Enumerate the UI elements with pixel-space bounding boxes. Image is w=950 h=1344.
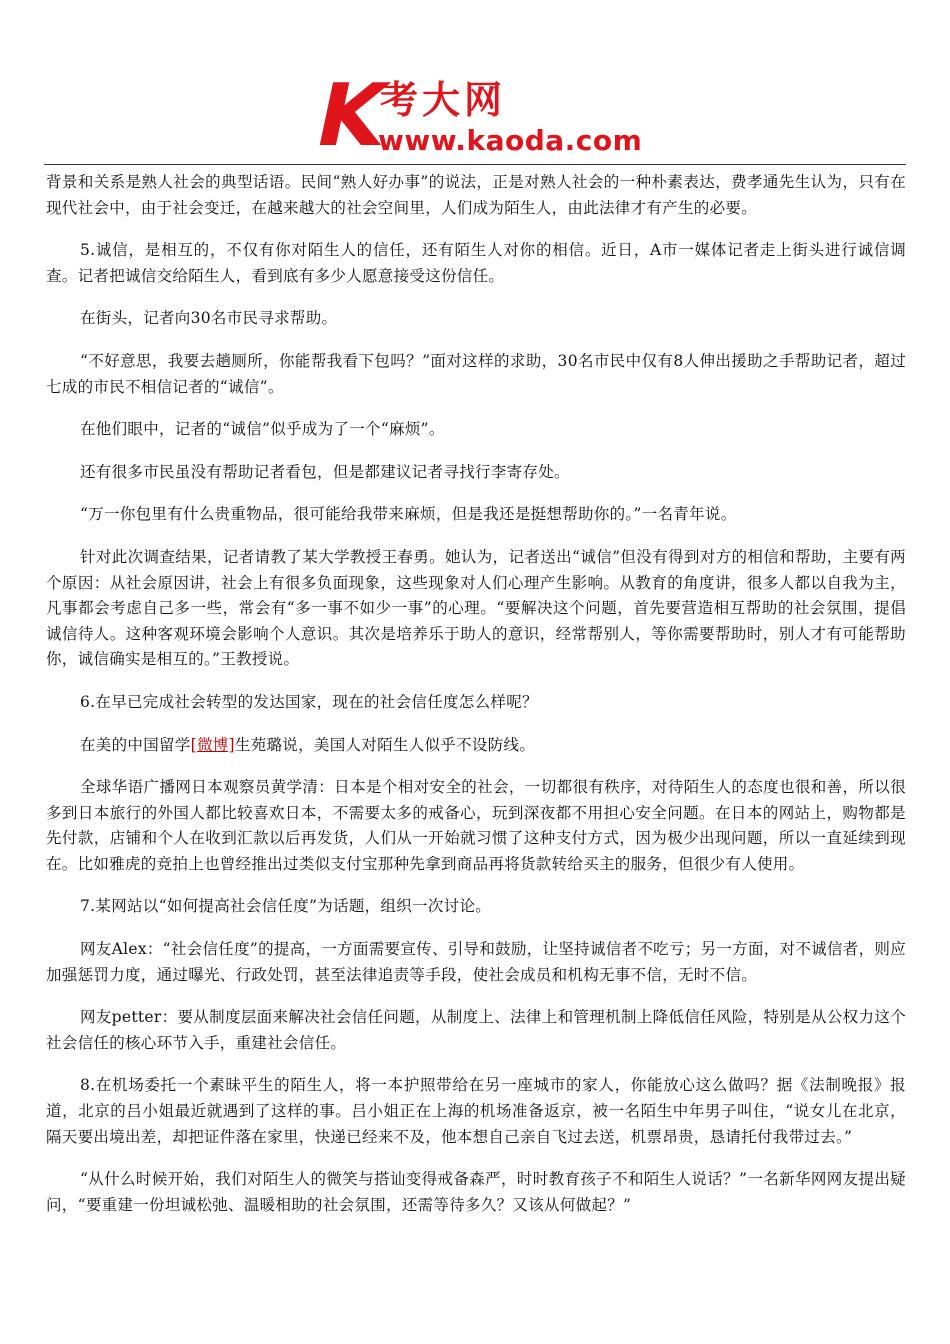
paragraph-3: 在街头，记者向30名市民寻求帮助。	[80, 309, 338, 328]
paragraph-15: 8.在机场委托一个素昧平生的陌生人，将一本护照带给在另一座城市的家人，你能放心这么做吗？据《法制晚报》报道，北京的吕小姐最近就遇到了这样的事。吕小姐正在上海的机场准备返京，被一名陌生中年男子叫住，“说女儿在北京，隔天要出境出差，却把证件落在家里，快递已经来不及，他本想自己亲自飞过去送，机票昂贵，恳请托付我带过去。”	[46, 1076, 906, 1146]
paragraph-14: 网友petter：要从制度层面来解决社会信任问题，从制度上、法律上和管理机制上降低信任风险，特别是从公权力这个社会信任的核心环节入手，重建社会信任。	[46, 1008, 906, 1052]
paragraph-5: 在他们眼中，记者的“诚信”似乎成为了一个“麻烦”。	[80, 420, 445, 439]
page-header	[0, 0, 950, 165]
logo-url: www.kaoda.com	[378, 124, 643, 157]
paragraph-13: 网友Alex：“社会信任度”的提高，一方面需要宣传、引导和鼓励，让坚持诚信者不吃亏；另一方面，对不诚信者，则应加强惩罚力度，通过曝光、行政处罚，甚至法律追责等手段，使社会成员和机构无事不信，无时不信。	[46, 940, 906, 984]
paragraph-2: 5.诚信，是相互的，不仅有你对陌生人的信任，还有陌生人对你的相信。近日，A市一媒体记者走上街头进行诚信调查。记者把诚信交给陌生人，看到底有多少人愿意接受这份信任。	[46, 241, 906, 285]
paragraph-11: 全球华语广播网日本观察员黄学清：日本是个相对安全的社会，一切都很有秩序，对待陌生人的态度也很和善，所以很多到日本旅行的外国人都比较喜欢日本，不需要太多的戒备心，玩到深夜都不用担心安全问题。在日本的网站上，购物都是先付款，店铺和个人在收到汇款以后再发货，人们从一开始就习惯了这种支付方式，因为极少出现问题，所以一直延续到现在。比如雅虎的竞拍上也曾经推出过类似支付宝那种先拿到商品再将货款转给买主的服务，但很少有人使用。	[46, 778, 906, 873]
paragraph-7: “万一你包里有什么贵重物品，很可能给我带来麻烦，但是我还是挺想帮助你的。”一名青年说。	[80, 505, 737, 524]
paragraph-8: 针对此次调查结果，记者请教了某大学教授王春勇。她认为，记者送出“诚信”但没有得到对方的相信和帮助，主要有两个原因：从社会原因讲，社会上有很多负面现象，这些现象对人们心理产生影响。从教育的角度讲，很多人都以自我为主，凡事都会考虑自己多一些，常会有“多一事不如少一事”的心理。“要解决这个问题，首先要营造相互帮助的社会氛围，提倡诚信待人。这种客观环境会影响个人意识。其次是培养乐于助人的意识，经常帮别人，等你需要帮助时，别人才有可能帮助你，诚信确实是相互的。”王教授说。	[46, 547, 906, 669]
weibo-link[interactable]: [微博]	[190, 735, 235, 754]
logo-title: 考大网	[380, 78, 507, 122]
paragraph-12: 7.某网站以“如何提高社会信任度”为话题，组织一次讨论。	[80, 897, 492, 916]
paragraph-6: 还有很多市民虽没有帮助记者看包，但是都建议记者寻找行李寄存处。	[80, 462, 570, 481]
logo-k-mark: K	[307, 66, 396, 166]
paragraph-1: 背景和关系是熟人社会的典型话语。民间“熟人好办事”的说法，正是对熟人社会的一种朴素表达，费孝通先生认为，只有在现代社会中，由于社会变迁，在越来越大的社会空间里，人们成为陌生人，由此法律才有产生的必要。	[46, 173, 906, 217]
paragraph-4: “不好意思，我要去趟厕所，你能帮我看下包吗？”面对这样的求助，30名市民中仅有8人伸出援助之手帮助记者，超过七成的市民不相信记者的“诚信”。	[46, 351, 906, 396]
paragraph-9: 6.在早已完成社会转型的发达国家，现在的社会信任度怎么样呢？	[80, 692, 538, 711]
paragraph-16: “从什么时候开始，我们对陌生人的微笑与搭讪变得戒备森严，时时教育孩子不和陌生人说话？”一名新华网网友提出疑问，“要重建一份坦诚松弛、温暖相助的社会氛围，还需等待多久？又该从何做起？”	[46, 1170, 906, 1214]
article-body	[46, 170, 906, 1235]
paragraph-10-text-b: 生苑璐说，美国人对陌生人似乎不设防线。	[234, 735, 536, 754]
kaoda-logo[interactable]	[307, 66, 648, 166]
paragraph-10	[46, 733, 906, 759]
paragraph-10-text-a: 在美的中国留学	[80, 735, 191, 754]
header-divider	[44, 164, 906, 165]
